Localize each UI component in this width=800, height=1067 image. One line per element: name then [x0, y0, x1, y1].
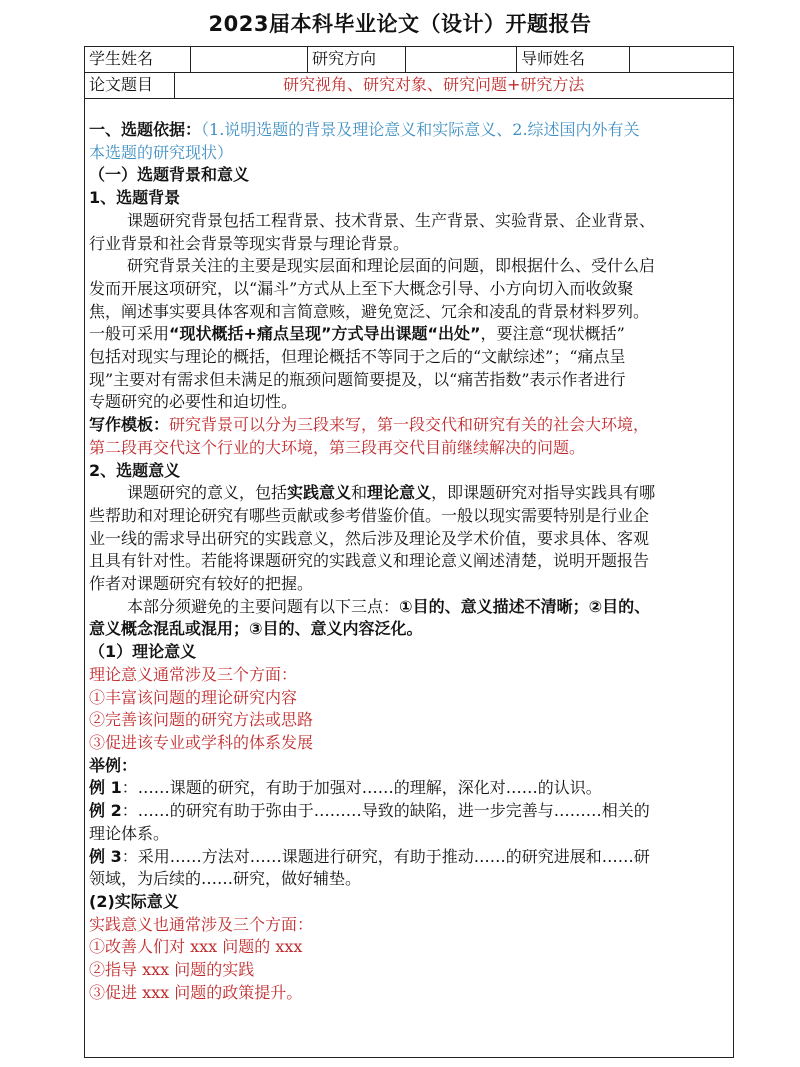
theory-heading: （1）理论意义 — [89, 642, 197, 662]
background-text: 一般可采用 — [89, 324, 170, 344]
template-text: 研究背景可以分为三段来写，第一段交代和研究有关的社会大环境， — [169, 415, 650, 435]
template-label: 写作模板： — [89, 415, 170, 435]
significance-text: ，即课题研究对指导实践具有哪 — [431, 483, 656, 503]
background-heading: 1、选题背景 — [89, 188, 181, 208]
significance-paragraph-l3: 业一线的需求导出研究的实践意义，然后涉及理论及学术价值，要求具体、客观 — [89, 528, 650, 548]
advisor-field[interactable] — [630, 47, 735, 72]
issues-emphasis: ①目的、意义描述不清晰；②目的、 — [399, 596, 651, 616]
significance-paragraph-l4: 且具有针对性。若能将课题研究的实践意义和理论意义阐述清楚，说明开题报告 — [89, 551, 650, 571]
practice-item: ①改善人们对 xxx 问题的 xxx — [89, 937, 303, 957]
practice-heading: (2)实际意义 — [89, 891, 179, 911]
section-1-note-cont: 本选题的研究现状） — [89, 142, 234, 162]
background-paragraph-2-l2: 发而开展这项研究，以“漏斗”方式从上至下大概念引导、小方向切入而收敛聚 — [89, 278, 634, 298]
example-label: 例 2 — [89, 801, 122, 821]
theory-item: ①丰富该问题的理论研究内容 — [89, 687, 298, 707]
practice-intro: 实践意义也通常涉及三个方面： — [89, 914, 314, 934]
example-text: ：采用……方法对……课题进行研究，有助于推动……的研究进展和……研 — [121, 846, 650, 866]
report-table — [84, 46, 734, 1058]
significance-paragraph-l5: 作者对课题研究有较好的把握。 — [89, 574, 314, 594]
issues-text: 本部分须避免的主要问题有以下三点： — [127, 596, 400, 616]
significance-paragraph-l2: 些帮助和对理论研究有哪些贡献或参考借鉴价值。一般以现实需要特别是行业企 — [89, 505, 650, 525]
examples-heading: 举例： — [89, 755, 138, 775]
advisor-label: 导师姓名 — [517, 47, 630, 72]
research-direction-field[interactable] — [406, 47, 517, 72]
example-text: ：……的研究有助于弥由于………导致的缺陷，进一步完善与………相关的 — [121, 801, 650, 821]
thesis-title-hint[interactable]: 研究视角、研究对象、研究问题+研究方法 — [283, 75, 585, 94]
practice-term: 实践意义 — [287, 483, 352, 503]
theory-item: ③促进该专业或学科的体系发展 — [89, 732, 314, 752]
significance-text: 课题研究的意义，包括 — [127, 483, 288, 503]
background-paragraph-1-cont: 行业背景和社会背景等现实背景与理论背景。 — [89, 233, 410, 253]
subsection-heading: （一）选题背景和意义 — [89, 165, 250, 185]
background-paragraph-2-l7: 专题研究的必要性和迫切性。 — [89, 392, 298, 412]
significance-text: 和 — [351, 483, 368, 503]
example-text-cont: 领域，为后续的……研究，做好辅垫。 — [89, 869, 362, 889]
template-text-cont: 第二段再交代这个行业的大环境，第三段再交代目前继续解决的问题。 — [89, 437, 586, 457]
theory-item: ②完善该问题的研究方法或思路 — [89, 710, 314, 730]
student-name-field[interactable] — [191, 47, 308, 72]
example-label: 例 3 — [89, 846, 122, 866]
page-title: 2023届本科毕业论文（设计）开题报告 — [208, 12, 592, 36]
practice-item: ②指导 xxx 问题的实践 — [89, 960, 255, 980]
theory-intro: 理论意义通常涉及三个方面： — [89, 664, 298, 684]
example-label: 例 1 — [89, 778, 122, 798]
theory-term: 理论意义 — [367, 483, 432, 503]
header-row-title — [85, 73, 733, 99]
report-content — [89, 119, 729, 1004]
section-1-note: （1.说明选题的背景及理论意义和实际意义、2.综述国内外有关 — [201, 120, 640, 139]
issues-emphasis-cont: 意义概念混乱或混用；③目的、意义内容泛化。 — [89, 619, 423, 639]
thesis-title-label: 论文题目 — [85, 73, 175, 98]
background-paragraph-2-l5: 包括对现实与理论的概括，但理论概括不等同于之后的“文献综述”；“痛点呈 — [89, 347, 626, 367]
significance-heading: 2、选题意义 — [89, 460, 181, 480]
student-name-label: 学生姓名 — [85, 47, 191, 72]
background-paragraph-2: 研究背景关注的主要是现实层面和理论层面的问题，即根据什么、受什么启 — [127, 256, 656, 276]
background-emphasis: “现状概括+痛点呈现”方式导出课题“出处” — [169, 324, 481, 344]
example-text: ：……课题的研究，有助于加强对……的理解，深化对……的认识。 — [121, 778, 602, 798]
example-text-cont: 理论体系。 — [89, 823, 170, 843]
background-text: ，要注意“现状概括” — [480, 324, 625, 344]
background-paragraph-2-l6: 现”主要对有需求但未满足的瓶颈问题简要提及，以“痛苦指数”表示作者进行 — [89, 369, 626, 389]
background-paragraph-1: 课题研究背景包括工程背景、技术背景、生产背景、实验背景、企业背景、 — [127, 210, 656, 230]
practice-item: ③促进 xxx 问题的政策提升。 — [89, 982, 303, 1002]
background-paragraph-2-l3: 焦，阐述事实要具体客观和言简意赅，避免宽泛、冗余和凌乱的背景材料罗列。 — [89, 301, 650, 321]
header-row-names — [85, 47, 733, 73]
section-1-heading: 一、选题依据： — [89, 120, 202, 139]
research-direction-label: 研究方向 — [308, 47, 406, 72]
